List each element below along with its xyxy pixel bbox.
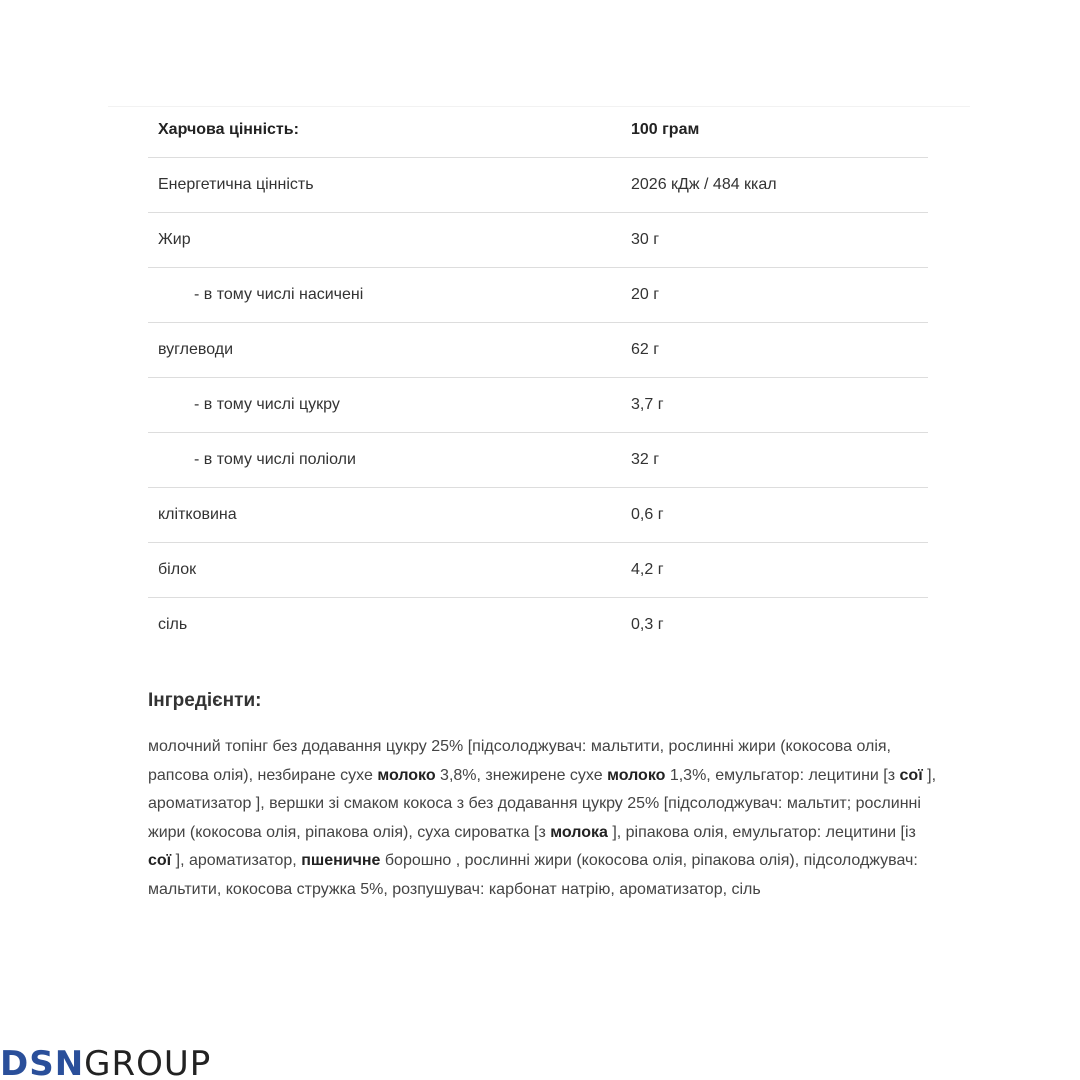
ingredients-segment: борошно , рослинні жири (кокосова олія, ріпакова олія), підсолоджувач: мальтити, кокосова стружка 5%, розпушувач: карбонат натрію, ароматизатор, сіль xyxy=(148,852,918,898)
table-row xyxy=(148,323,928,378)
table-row xyxy=(148,378,928,433)
logo-group: GROUP xyxy=(84,1044,212,1080)
table-row xyxy=(148,543,928,598)
nutrient-value-salt: 0,3 г xyxy=(631,616,664,633)
allergen-milk: молока xyxy=(550,823,608,841)
nutrient-name-fat: Жир xyxy=(148,213,621,268)
ingredients-text xyxy=(148,733,938,905)
nutrient-name-energy: Енергетична цінність xyxy=(148,158,621,213)
nutrient-name-carbohydrates: вуглеводи xyxy=(148,323,621,378)
nutrition-header-row xyxy=(148,103,928,158)
nutrient-value-fat: 30 г xyxy=(621,213,928,268)
nutrient-value-fiber: 0,6 г xyxy=(621,488,928,543)
nutrient-name-polyols: - в тому числі поліоли xyxy=(148,433,621,488)
allergen-soy: сої xyxy=(899,766,923,784)
nutrient-value-saturated: 20 г xyxy=(621,268,928,323)
nutrient-value-polyols: 32 г xyxy=(621,433,928,488)
allergen-milk: молоко xyxy=(607,766,666,784)
table-row xyxy=(148,433,928,488)
dsn-group-logo xyxy=(0,1044,211,1080)
nutrient-name-saturated: - в тому числі насичені xyxy=(148,268,621,323)
ingredients-segment: 1,3%, емульгатор: лецитини [з xyxy=(665,766,900,784)
nutrition-table xyxy=(148,103,928,652)
nutrient-name-sugars: - в тому числі цукру xyxy=(148,378,621,433)
nutrient-value-sugars: 3,7 г xyxy=(621,378,928,433)
logo-dsn: DSN xyxy=(0,1044,85,1080)
ingredients-segment: ], ароматизатор, xyxy=(171,852,302,870)
nutrient-name-fiber: клітковина xyxy=(148,488,621,543)
table-row xyxy=(148,213,928,268)
table-row xyxy=(148,598,928,653)
ingredients-segment: ], ріпакова олія, емульгатор: лецитини [із xyxy=(607,823,916,841)
table-row xyxy=(148,488,928,543)
table-row xyxy=(148,268,928,323)
allergen-milk: молоко xyxy=(377,766,436,784)
allergen-soy: сої xyxy=(148,852,172,870)
nutrient-value-energy: 2026 кДж / 484 ккал xyxy=(621,158,928,213)
ingredients-heading: Інгредієнти: xyxy=(148,690,262,711)
nutrient-name-salt: сіль xyxy=(158,616,188,633)
nutrient-name-protein: білок xyxy=(148,543,621,598)
nutrient-value-carbohydrates: 62 г xyxy=(621,323,928,378)
ingredients-segment: 3,8%, знежирене сухе xyxy=(435,766,608,784)
ingredients-segment: ], ароматизатор ], вершки зі смаком кокоса з без додавання цукру 25% [підсолоджувач: мальтит; рослинні жири (кокосова олія, ріпакова олія), суха сироватка [з xyxy=(148,766,937,841)
nutrient-value-protein: 4,2 г xyxy=(621,543,928,598)
nutrition-header-label: Харчова цінність: xyxy=(148,103,621,158)
allergen-wheat: пшеничне xyxy=(301,852,381,870)
ingredients-segment: молочний топінг без додавання цукру 25% [підсолоджувач: мальтити, рослинні жири (кокосова олія, рапсова олія), незбиране сухе xyxy=(148,738,891,784)
table-row xyxy=(148,158,928,213)
nutrition-header-value: 100 грам xyxy=(621,103,928,158)
